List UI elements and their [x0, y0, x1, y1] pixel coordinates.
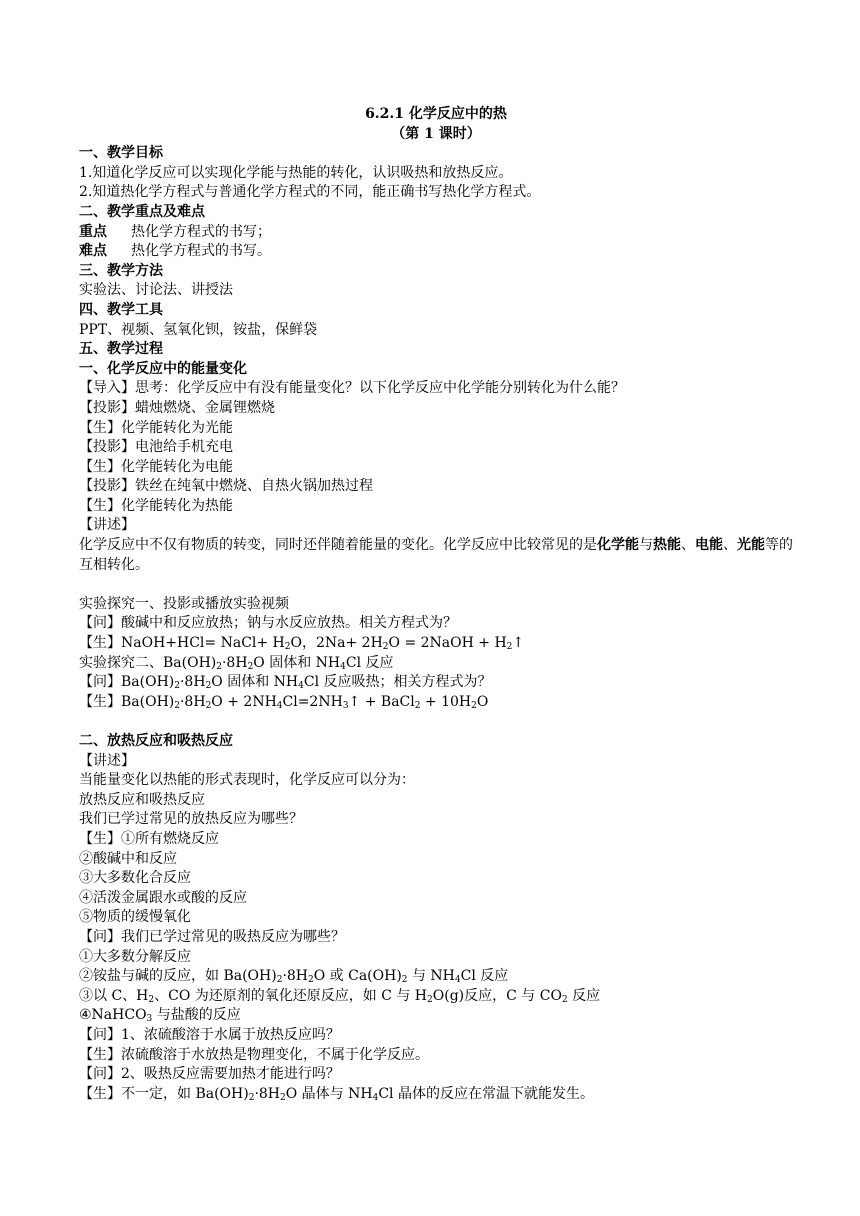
- subsection-heading-exo-endo: 二、放热反应和吸热反应: [79, 733, 233, 749]
- blank-line: [79, 575, 793, 595]
- difficulty-label: 难点: [79, 243, 107, 260]
- list-item: ④NaHCO$_3$ 与盐酸的反应: [79, 1007, 241, 1025]
- blank-line: [79, 712, 793, 732]
- equation-line: 【生】$Ba(OH)_2\cdot 8H_2O$ + $2NH_4Cl=2NH_3↑$ + BaCl$_2$ + $10H_2O$: [79, 693, 489, 711]
- dialogue-line: 【投影】电池给手机充电: [79, 439, 233, 456]
- document-page: [79, 105, 793, 1104]
- difficulty-row: [79, 242, 793, 262]
- list-item: ⑤物质的缓慢氧化: [79, 909, 191, 926]
- dialogue-line: 【投影】蜡烛燃烧、金属锂燃烧: [79, 399, 275, 416]
- objective-item: 2.知道热化学方程式与普通化学方程式的不同，能正确书写热化学方程式。: [79, 184, 541, 201]
- dialogue-line: 【生】浓硫酸溶于水放热是物理变化，不属于化学反应。: [79, 1046, 429, 1063]
- experiment-line: 实验探究一、投影或播放实验视频: [79, 595, 289, 612]
- dialogue-line: 【生】化学能转化为电能: [79, 458, 233, 475]
- document-subtitle: （第 1 课时）: [391, 125, 481, 142]
- list-item: ③大多数化合反应: [79, 870, 191, 887]
- tools-text: PPT、视频、氢氧化钡，铵盐，保鲜袋: [79, 321, 318, 338]
- section-heading-tools: 四、教学工具: [79, 301, 163, 318]
- text-line: 我们已学过常见的放热反应为哪些？: [79, 811, 303, 828]
- key-point-label: 重点: [79, 223, 107, 240]
- subsection-heading-energy-change: 一、化学反应中的能量变化: [79, 360, 247, 377]
- dialogue-line: 【讲述】: [79, 752, 135, 769]
- dialogue-line: 【问】1、浓硫酸溶于水属于放热反应吗？: [79, 1026, 340, 1043]
- section-heading-objectives: 一、教学目标: [79, 145, 163, 162]
- objective-item: 1.知道化学反应可以实现化学能与热能的转化，认识吸热和放热反应。: [79, 164, 513, 181]
- section-heading-methods: 三、教学方法: [79, 262, 163, 279]
- equation-line: 【生】NaOH+HCl= NaCl+ $H_2O$，$2Na+ 2H_2O$ = 2NaOH + $H_2↑$: [79, 635, 525, 653]
- dialogue-line: 【生】化学能转化为光能: [79, 419, 233, 436]
- dialogue-line: 【问】我们已学过常见的吸热反应为哪些？: [79, 928, 345, 945]
- dialogue-line: 【生】不一定，如 $Ba(OH)_2\cdot 8H_2O$ 晶体与 $NH_4Cl$ 晶体的反应在常温下就能发生。: [79, 1085, 594, 1103]
- text-line: 当能量变化以热能的形式表现时，化学反应可以分为：: [79, 772, 415, 789]
- experiment-line: 实验探究二、$Ba(OH)_2\cdot 8H_2O$ 固体和 $NH_4Cl$ 反应: [79, 654, 394, 672]
- list-item: ②铵盐与碱的反应，如 $Ba(OH)_2\cdot 8H_2O$ 或 $Ca(OH)_2$ 与 $NH_4Cl$ 反应: [79, 968, 509, 986]
- list-item: 【生】①所有燃烧反应: [79, 830, 219, 847]
- list-item: ③以 C、$H_2$、CO 为还原剂的氧化还原反应，如 C 与 $H_2O(g)$反应，C 与 $CO_2$ 反应: [79, 987, 601, 1005]
- energy-paragraph: 化学反应中不仅有物质的转变，同时还伴随着能量的变化。化学反应中比较常见的是化学能与热能、电能、光能等的互相转化。: [79, 537, 793, 573]
- document-title: 6.2.1 化学反应中的热: [365, 106, 507, 122]
- list-item: ①大多数分解反应: [79, 948, 191, 965]
- dialogue-line: 【投影】铁丝在纯氧中燃烧、自热火锅加热过程: [79, 478, 373, 495]
- list-item: ②酸碱中和反应: [79, 850, 177, 867]
- methods-text: 实验法、讨论法、讲授法: [79, 282, 233, 299]
- dialogue-line: 【导入】思考：化学反应中有没有能量变化？以下化学反应中化学能分别转化为什么能？: [79, 380, 625, 397]
- text-line: 放热反应和吸热反应: [79, 791, 205, 808]
- dialogue-line: 【生】化学能转化为热能: [79, 497, 233, 514]
- key-point-row: [79, 223, 793, 243]
- dialogue-line: 【问】酸碱中和反应放热；钠与水反应放热。相关方程式为？: [79, 615, 457, 632]
- section-heading-process: 五、教学过程: [79, 341, 163, 358]
- section-heading-key-points: 二、教学重点及难点: [79, 203, 205, 220]
- dialogue-line: 【问】$Ba(OH)_2\cdot 8H_2O$ 固体和 $NH_4Cl$ 反应吸热；相关方程式为？: [79, 674, 492, 692]
- difficulty-text: 热化学方程式的书写。: [131, 243, 271, 260]
- list-item: ④活泼金属跟水或酸的反应: [79, 889, 247, 906]
- key-point-text: 热化学方程式的书写；: [131, 223, 271, 240]
- dialogue-line: 【讲述】: [79, 517, 135, 534]
- dialogue-line: 【问】2、吸热反应需要加热才能进行吗？: [79, 1066, 340, 1083]
